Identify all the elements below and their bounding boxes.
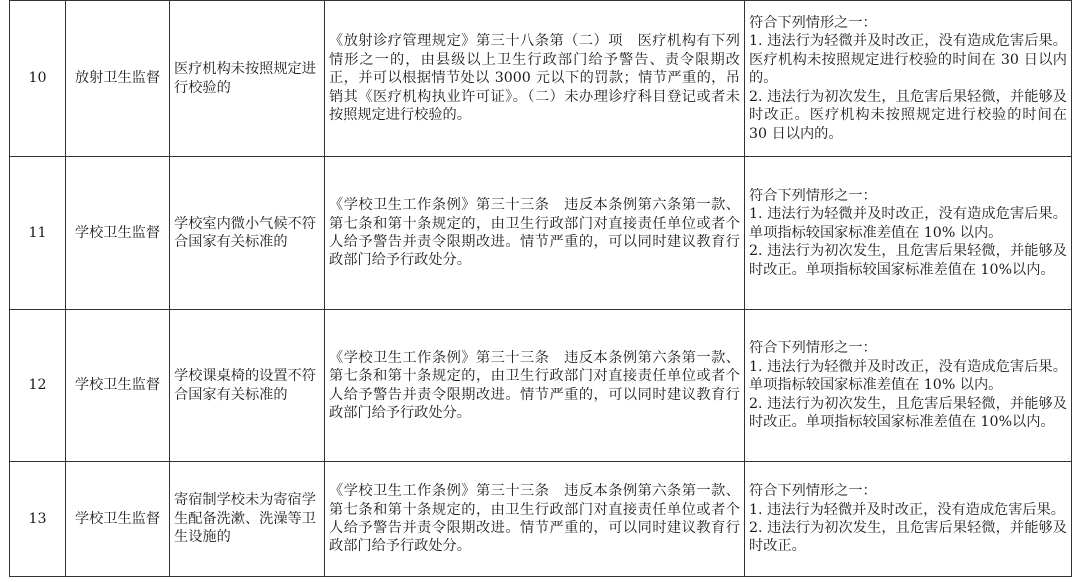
legal-basis: 《学校卫生工作条例》第三十三条 违反本条例第六条第一款、第七条和第十条规定的，由卫生行政部门对直接责任单位或者个人给予警告并责令限期改进。情节严重的，可以同时建议教育行政部门给予行政处分。 — [325, 462, 745, 577]
condition-item: 2. 违法行为初次发生，且危害后果轻微，并能够及时改正。 — [749, 520, 1067, 555]
exemption-conditions — [745, 462, 1072, 577]
legal-basis: 《放射诊疗管理规定》第三十八条第（二）项 医疗机构有下列情形之一的，由县级以上卫生行政部门给予警告、责令限期改正，并可以根据情节处以 3000 元以下的罚款；情节严重的，吊销其《医疗机构执业许可证》。（二）未办理诊疗科目登记或者未按照规定进行校验的。 — [325, 1, 745, 157]
violation-description: 学校室内微小气候不符合国家有关标准的 — [170, 157, 325, 310]
violation-description: 寄宿制学校未为寄宿学生配备洗漱、洗澡等卫生设施的 — [170, 462, 325, 577]
row-number: 12 — [10, 310, 66, 462]
exemption-conditions — [745, 1, 1072, 157]
row-number: 10 — [10, 1, 66, 157]
table-row — [10, 462, 1072, 577]
table-row — [10, 157, 1072, 310]
condition-item: 2. 违法行为初次发生，且危害后果轻微，并能够及时改正。医疗机构未按照规定进行校验的时间在 30 日以内的。 — [749, 88, 1067, 142]
violation-description: 医疗机构未按照规定进行校验的 — [170, 1, 325, 157]
violation-description: 学校课桌椅的设置不符合国家有关标准的 — [170, 310, 325, 462]
condition-item: 1. 违法行为轻微并及时改正，没有造成危害后果。单项指标较国家标准差值在 10% 以内。 — [749, 358, 1067, 394]
exemption-conditions — [745, 157, 1072, 310]
condition-item: 2. 违法行为初次发生，且危害后果轻微，并能够及时改正。单项指标较国家标准差值在 10%以内。 — [749, 395, 1067, 431]
exemption-conditions — [745, 310, 1072, 462]
row-number: 13 — [10, 462, 66, 577]
table-row — [10, 310, 1072, 462]
condition-item: 1. 违法行为轻微并及时改正，没有造成危害后果。单项指标较国家标准差值在 10% 以内。 — [749, 206, 1067, 241]
condition-item: 1. 违法行为轻微并及时改正，没有造成危害后果。医疗机构未按照规定进行校验的时间在 30 日以内的。 — [749, 33, 1067, 87]
conditions-intro: 符合下列情形之一： — [749, 187, 877, 204]
legal-basis: 《学校卫生工作条例》第三十三条 违反本条例第六条第一款、第七条和第十条规定的，由卫生行政部门对直接责任单位或者个人给予警告并责令限期改进。情节严重的，可以同时建议教育行政部门给予行政处分。 — [325, 310, 745, 462]
supervision-category: 放射卫生监督 — [66, 1, 170, 157]
row-number: 11 — [10, 157, 66, 310]
penalty-exemption-table — [9, 0, 1072, 577]
conditions-intro: 符合下列情形之一： — [749, 15, 877, 32]
condition-item: 2. 违法行为初次发生，且危害后果轻微，并能够及时改正。单项指标较国家标准差值在 10%以内。 — [749, 243, 1067, 278]
supervision-category: 学校卫生监督 — [66, 157, 170, 310]
table-row — [10, 1, 1072, 157]
legal-basis: 《学校卫生工作条例》第三十三条 违反本条例第六条第一款、第七条和第十条规定的，由卫生行政部门对直接责任单位或者个人给予警告并责令限期改进。情节严重的，可以同时建议教育行政部门给予行政处分。 — [325, 157, 745, 310]
conditions-intro: 符合下列情形之一： — [749, 483, 877, 500]
supervision-category: 学校卫生监督 — [66, 310, 170, 462]
supervision-category: 学校卫生监督 — [66, 462, 170, 577]
condition-item: 1. 违法行为轻微并及时改正，没有造成危害后果。 — [749, 501, 1065, 518]
conditions-intro: 符合下列情形之一： — [749, 340, 877, 357]
